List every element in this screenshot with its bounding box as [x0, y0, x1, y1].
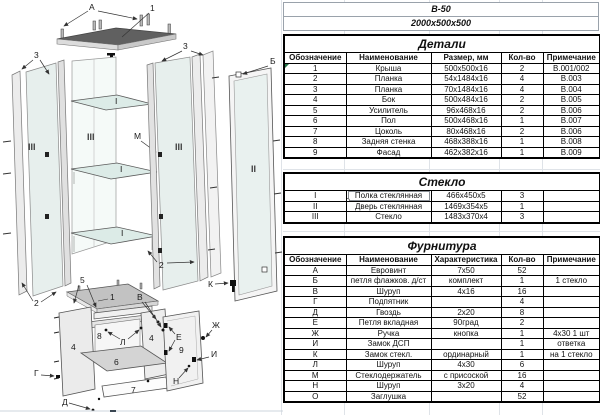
cell[interactable]: Подпятник: [346, 297, 431, 308]
cell[interactable]: 468х388х16: [431, 137, 501, 148]
glass-holder-icon: [159, 214, 163, 219]
cell[interactable]: 2: [501, 126, 543, 137]
label-glassIII-left: III: [28, 142, 36, 152]
cell[interactable]: В.006: [543, 126, 600, 137]
label-hinge: Б: [270, 56, 276, 66]
cell[interactable]: 5: [284, 105, 346, 116]
cell[interactable]: 4х30 1 шт: [543, 328, 600, 339]
column-header[interactable]: Обозначение: [284, 255, 346, 266]
inset-hinge-icon: [164, 350, 168, 355]
label-bottom6: 6: [114, 357, 119, 367]
label-part3-left: 3: [34, 50, 39, 60]
cell[interactable]: [543, 318, 600, 329]
label-glassIII-right: III: [175, 142, 183, 152]
glass-holder-icon: [158, 248, 162, 253]
table-row: [284, 105, 600, 116]
cell[interactable]: 2: [284, 74, 346, 85]
gridline: [283, 169, 600, 170]
cell[interactable]: Шуруп: [346, 381, 431, 392]
cell[interactable]: Ж: [284, 328, 346, 339]
cell[interactable]: 462х382х16: [431, 147, 501, 158]
cell[interactable]: Планка: [346, 74, 431, 85]
label-part3-right: 3: [183, 41, 188, 51]
eurovint-peg-icon: [168, 24, 171, 34]
cell[interactable]: ординарный: [431, 349, 501, 360]
cell[interactable]: В.004: [543, 84, 600, 95]
cell[interactable]: Петля вкладная: [346, 318, 431, 329]
cell[interactable]: 9: [284, 147, 346, 158]
label-glass-lock: К: [208, 279, 213, 289]
cell[interactable]: В.008: [543, 137, 600, 148]
column-header[interactable]: Размер, мм: [431, 53, 501, 64]
cell[interactable]: Евровинт: [346, 265, 431, 276]
label-shelfI: I: [115, 96, 118, 106]
label-part1: 1: [150, 3, 155, 13]
column-header[interactable]: Кол-во: [501, 53, 543, 64]
hinge-plate-icon: [236, 72, 241, 77]
table-row: [284, 191, 600, 202]
cell[interactable]: 1 стекло: [543, 276, 600, 287]
cell[interactable]: 2: [501, 95, 543, 106]
cell[interactable]: Д: [284, 307, 346, 318]
label-part2-left: 2: [34, 298, 39, 308]
cell[interactable]: Дверь стеклянная: [346, 201, 431, 212]
cell[interactable]: I: [284, 191, 346, 202]
left-side-assembly: [3, 60, 71, 296]
label-foot-g: Г: [34, 368, 39, 378]
cell[interactable]: 1469х354х5: [431, 201, 501, 212]
cell[interactable]: 52: [501, 391, 543, 402]
table-row: [284, 137, 600, 148]
table-row: [284, 116, 600, 127]
label-part2-right: 2: [159, 260, 164, 270]
cell[interactable]: Пол: [346, 116, 431, 127]
cell[interactable]: В.003: [543, 74, 600, 85]
table-row: [284, 84, 600, 95]
label-base-top: 1: [110, 292, 115, 302]
cell[interactable]: [543, 265, 600, 276]
details-header-row: [284, 53, 600, 64]
cell[interactable]: Цоколь: [346, 126, 431, 137]
cell[interactable]: 3: [501, 191, 543, 202]
model-title[interactable]: В-50: [284, 3, 599, 17]
dsp-lock-icon: [192, 357, 196, 362]
cell[interactable]: 1: [501, 116, 543, 127]
label-screw-v: В: [137, 292, 143, 302]
cell[interactable]: Бок: [346, 95, 431, 106]
cell[interactable]: [543, 297, 600, 308]
knob-handle-icon: [201, 336, 205, 340]
label-hinge-e: Е: [176, 332, 182, 342]
table-row: [284, 276, 600, 287]
table-row: [284, 381, 600, 392]
cell[interactable]: М: [284, 370, 346, 381]
details-table: [283, 34, 600, 159]
column-header[interactable]: Наименование: [346, 255, 431, 266]
cell[interactable]: 2: [501, 105, 543, 116]
glass-table: [283, 172, 600, 224]
cell[interactable]: А: [284, 265, 346, 276]
cell[interactable]: Крыша: [346, 63, 431, 74]
cell[interactable]: В.001/002: [543, 63, 600, 74]
glass-table-title: Стекло: [284, 173, 600, 191]
label-glass-holder: М: [134, 131, 142, 141]
cell[interactable]: И: [284, 339, 346, 350]
table-row: [284, 126, 600, 137]
cell[interactable]: О: [284, 391, 346, 402]
cell[interactable]: 16: [501, 286, 543, 297]
cell[interactable]: [543, 201, 600, 212]
cell[interactable]: 1: [501, 276, 543, 287]
screw-icon: [188, 365, 191, 368]
column-header[interactable]: Обозначение: [284, 53, 346, 64]
table-row: [284, 391, 600, 402]
label-side4-right: 4: [149, 333, 154, 343]
inset-hinge-icon: [164, 323, 168, 328]
cell[interactable]: 70х1484х16: [431, 84, 501, 95]
table-row: [284, 212, 600, 223]
table-row: [284, 370, 600, 381]
cell[interactable]: Полка стеклянная: [346, 191, 431, 202]
cell[interactable]: Б: [284, 276, 346, 287]
cell[interactable]: [543, 391, 600, 402]
cell[interactable]: 4: [284, 95, 346, 106]
page-break-mark: [110, 410, 116, 412]
overall-dimensions[interactable]: 2000х500х500: [284, 17, 599, 31]
cell[interactable]: 6: [501, 360, 543, 371]
cell[interactable]: 1: [501, 328, 543, 339]
cell[interactable]: 3: [284, 84, 346, 95]
cell[interactable]: 1: [501, 349, 543, 360]
cell[interactable]: 6: [284, 116, 346, 127]
cell[interactable]: Н: [284, 381, 346, 392]
cell[interactable]: [543, 286, 600, 297]
table-row: [284, 201, 600, 212]
cell[interactable]: Замок стекл.: [346, 349, 431, 360]
table-row: [284, 297, 600, 308]
cell[interactable]: К: [284, 349, 346, 360]
cell[interactable]: петля флажков. д/ст: [346, 276, 431, 287]
eurovint-peg-icon: [93, 21, 96, 30]
cabinet-exploded-diagram: [0, 0, 283, 415]
label-eurovint: А: [89, 2, 95, 12]
label-glass-doorII: II: [251, 164, 257, 174]
screw-icon: [98, 398, 100, 400]
table-row: [284, 349, 600, 360]
screw-icon: [105, 329, 108, 332]
cell[interactable]: Л: [284, 360, 346, 371]
label-plinth7: 7: [131, 385, 136, 395]
tall-glass-door: [229, 68, 282, 301]
foot-glide-icon: [56, 375, 60, 378]
eurovint-peg-icon: [147, 14, 150, 25]
table-row: [284, 74, 600, 85]
cell[interactable]: 8: [501, 307, 543, 318]
column-header[interactable]: Примечание: [543, 53, 600, 64]
center-glass-and-shelves: [71, 57, 157, 254]
cell[interactable]: 1: [501, 147, 543, 158]
cell[interactable]: Е: [284, 318, 346, 329]
column-header[interactable]: Примечание: [543, 255, 600, 266]
cell[interactable]: Шуруп: [346, 360, 431, 371]
cell[interactable]: 54х1484х16: [431, 74, 501, 85]
cell[interactable]: 4х30: [431, 360, 501, 371]
cell[interactable]: 1: [501, 339, 543, 350]
cell[interactable]: 1483х370х4: [431, 212, 501, 223]
cell[interactable]: ответка: [543, 339, 600, 350]
cell[interactable]: 500х500х16: [431, 63, 501, 74]
cell[interactable]: 2: [501, 63, 543, 74]
screw-icon: [147, 380, 150, 383]
cell[interactable]: Усилитель: [346, 105, 431, 116]
cell[interactable]: 1: [284, 63, 346, 74]
cell[interactable]: Фасад: [346, 147, 431, 158]
cell[interactable]: 4х16: [431, 286, 501, 297]
label-glassIII-center: III: [87, 132, 95, 142]
cell[interactable]: [543, 191, 600, 202]
screw-icon: [162, 329, 165, 332]
cell[interactable]: Гвоздь: [346, 307, 431, 318]
cell[interactable]: комплект: [431, 276, 501, 287]
cell[interactable]: 1: [501, 137, 543, 148]
cell[interactable]: 8: [284, 137, 346, 148]
table-row: [284, 95, 600, 106]
details-table-title: Детали: [284, 35, 600, 53]
table-row: [284, 318, 600, 329]
cell[interactable]: В.009: [543, 147, 600, 158]
glass-lock-icon: [232, 286, 235, 292]
cell[interactable]: Замок ДСП: [346, 339, 431, 350]
glass-holder-icon: [45, 152, 49, 157]
cell[interactable]: 4: [501, 74, 543, 85]
cell[interactable]: Стекло: [346, 212, 431, 223]
cell[interactable]: [543, 307, 600, 318]
hinge-plate-icon: [262, 267, 267, 272]
label-screw-l: Л: [120, 337, 126, 347]
cell[interactable]: 52: [501, 265, 543, 276]
cell[interactable]: В.005: [543, 95, 600, 106]
side-panel-left: [59, 307, 95, 396]
cell[interactable]: 3х20: [431, 381, 501, 392]
hardware-table: [283, 236, 600, 403]
cell[interactable]: 4: [501, 84, 543, 95]
screw-icon: [140, 327, 143, 330]
cell[interactable]: [431, 339, 501, 350]
cell[interactable]: 500х468х16: [431, 116, 501, 127]
cell[interactable]: Ручка: [346, 328, 431, 339]
column-header[interactable]: Наименование: [346, 53, 431, 64]
table-row: [284, 147, 600, 158]
cell[interactable]: 80х468х16: [431, 126, 501, 137]
cell[interactable]: с присоской: [431, 370, 501, 381]
gridline: [283, 231, 600, 232]
cell[interactable]: III: [284, 212, 346, 223]
table-row: [284, 63, 600, 74]
cell[interactable]: 1: [501, 201, 543, 212]
cell[interactable]: 96х468х16: [431, 105, 501, 116]
cell[interactable]: Г: [284, 297, 346, 308]
cell[interactable]: 500х484х16: [431, 95, 501, 106]
cell[interactable]: [431, 297, 501, 308]
cell[interactable]: 3: [501, 212, 543, 223]
cell[interactable]: В.006: [543, 105, 600, 116]
table-row: [284, 265, 600, 276]
cell[interactable]: [543, 381, 600, 392]
label-lock-i: И: [211, 349, 218, 359]
glass-holder-icon: [45, 214, 49, 219]
cell[interactable]: 16: [501, 370, 543, 381]
hardware-table-title: Фурнитура: [284, 237, 600, 255]
cell[interactable]: Планка: [346, 84, 431, 95]
cell[interactable]: [431, 391, 501, 402]
cell[interactable]: на 1 стекло: [543, 349, 600, 360]
right-side-assembly: [147, 51, 221, 290]
label-shelfI: I: [120, 164, 123, 174]
cell[interactable]: В: [284, 286, 346, 297]
cell[interactable]: 7х50: [431, 265, 501, 276]
cell[interactable]: 7: [284, 126, 346, 137]
column-header[interactable]: Характеристика: [431, 255, 501, 266]
cell[interactable]: 466х450х5: [431, 191, 501, 202]
glass-holder-icon: [158, 152, 162, 157]
cell[interactable]: 2х20: [431, 307, 501, 318]
cell[interactable]: [543, 212, 600, 223]
table-row: [284, 339, 600, 350]
cell[interactable]: В.007: [543, 116, 600, 127]
top-panel: [57, 14, 176, 60]
title-block: [283, 2, 599, 31]
label-stiffener: 5: [80, 275, 85, 285]
cell[interactable]: [543, 360, 600, 371]
cell[interactable]: II: [284, 201, 346, 212]
table-row: [284, 307, 600, 318]
table-row: [284, 328, 600, 339]
cell[interactable]: [543, 370, 600, 381]
cell[interactable]: Стеклодержатель: [346, 370, 431, 381]
eurovint-peg-icon: [99, 20, 102, 29]
label-handle-zh: Ж: [212, 320, 220, 330]
cell[interactable]: 90град: [431, 318, 501, 329]
table-row: [284, 286, 600, 297]
table-row: [284, 360, 600, 371]
glass-lock-icon: [230, 280, 236, 286]
cell[interactable]: 2: [501, 318, 543, 329]
label-facade9: 9: [179, 345, 184, 355]
cell[interactable]: Шуруп: [346, 286, 431, 297]
label-screw-n: Н: [173, 376, 180, 386]
label-nail-d: Д: [62, 397, 68, 407]
cell[interactable]: 4: [501, 297, 543, 308]
hardware-header-row: [284, 255, 600, 266]
label-shelfI: I: [121, 228, 124, 238]
cell[interactable]: Заглушка: [346, 391, 431, 402]
column-header[interactable]: Кол-во: [501, 255, 543, 266]
cell[interactable]: кнопка: [431, 328, 501, 339]
label-side4-left: 4: [71, 342, 76, 352]
cell[interactable]: Задняя стенка: [346, 137, 431, 148]
cell[interactable]: 4: [501, 381, 543, 392]
label-back8: 8: [97, 331, 102, 341]
